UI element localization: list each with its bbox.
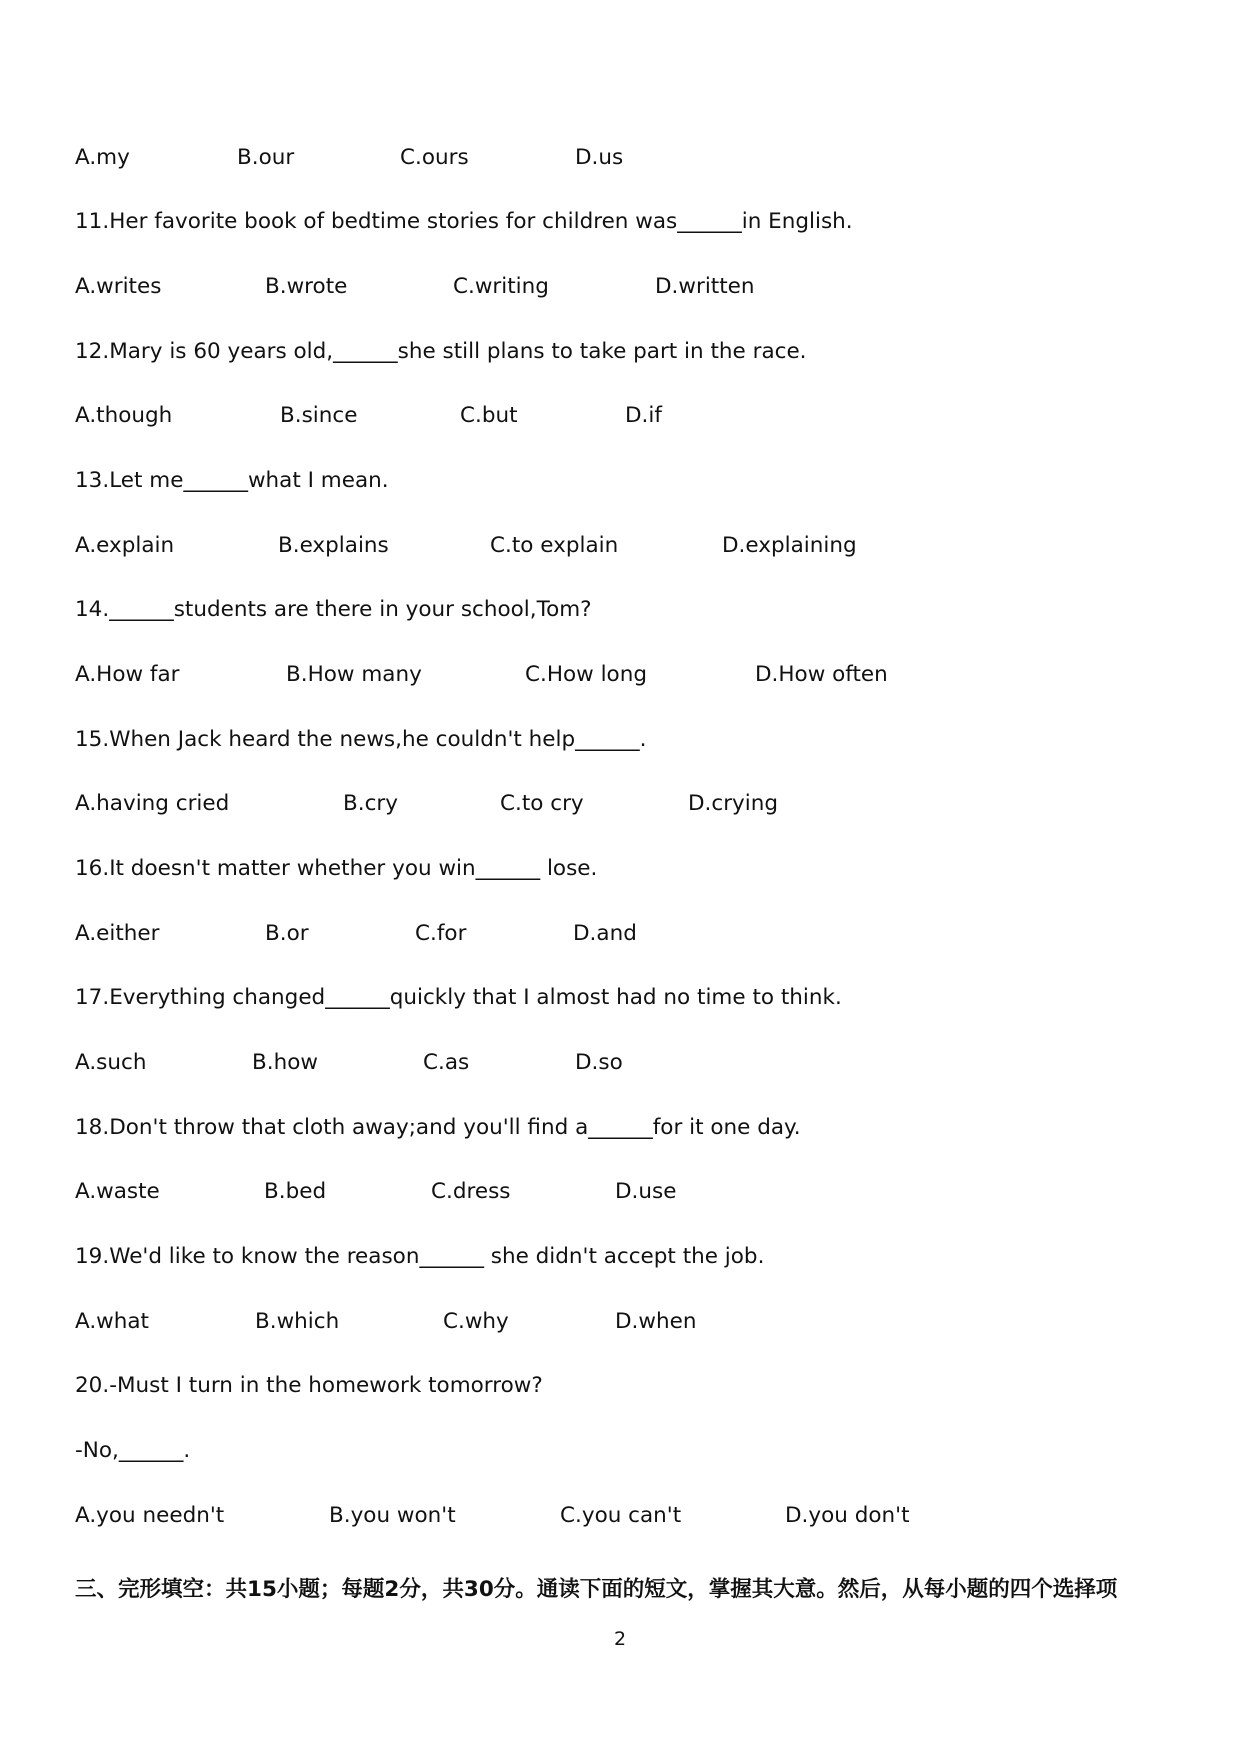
option-a: A.either xyxy=(75,921,160,946)
option-d: D.us xyxy=(575,145,624,170)
option-c: C.for xyxy=(415,921,467,946)
option-b: B.since xyxy=(280,403,358,428)
option-b: B.which xyxy=(255,1309,340,1334)
option-a: A.having cried xyxy=(75,791,230,816)
option-c: C.ours xyxy=(400,145,469,170)
option-d: D.use xyxy=(615,1179,677,1204)
option-d: D.and xyxy=(573,921,637,946)
option-b: B.our xyxy=(237,145,295,170)
question-stem-18: 18.Don't throw that cloth away;and you'll find a______for it one day. xyxy=(75,1115,801,1140)
option-b: B.you won't xyxy=(329,1503,456,1528)
option-c: C.How long xyxy=(525,662,647,687)
option-c: C.but xyxy=(460,403,518,428)
option-b: B.cry xyxy=(343,791,398,816)
question-stem-20: 20.-Must I turn in the homework tomorrow? xyxy=(75,1373,543,1398)
option-b: B.wrote xyxy=(265,274,348,299)
question-stem-15: 15.When Jack heard the news,he couldn't help______. xyxy=(75,727,647,752)
option-a: A.explain xyxy=(75,533,175,558)
option-c: C.to cry xyxy=(500,791,584,816)
question-stem-12: 12.Mary is 60 years old,______she still plans to take part in the race. xyxy=(75,339,807,364)
option-d: D.if xyxy=(625,403,662,428)
option-d: D.when xyxy=(615,1309,697,1334)
option-a: A.writes xyxy=(75,274,162,299)
option-a: A.though xyxy=(75,403,173,428)
option-a: A.my xyxy=(75,145,130,170)
question-stem-13: 13.Let me______what I mean. xyxy=(75,468,389,493)
option-d: D.written xyxy=(655,274,755,299)
option-b: B.How many xyxy=(286,662,422,687)
option-b: B.how xyxy=(252,1050,318,1075)
option-c: C.writing xyxy=(453,274,549,299)
option-a: A.How far xyxy=(75,662,180,687)
option-d: D.you don't xyxy=(785,1503,910,1528)
option-b: B.bed xyxy=(264,1179,327,1204)
question-stem-11: 11.Her favorite book of bedtime stories for children was______in English. xyxy=(75,209,853,234)
question-stem-17: 17.Everything changed______quickly that I almost had no time to think. xyxy=(75,985,842,1010)
option-c: C.to explain xyxy=(490,533,619,558)
option-b: B.explains xyxy=(278,533,389,558)
option-a: A.you needn't xyxy=(75,1503,225,1528)
dialogue-reply-20: -No,______. xyxy=(75,1438,191,1463)
option-b: B.or xyxy=(265,921,309,946)
option-a: A.waste xyxy=(75,1179,160,1204)
option-d: D.explaining xyxy=(722,533,857,558)
question-stem-16: 16.It doesn't matter whether you win______ lose. xyxy=(75,856,598,881)
option-d: D.so xyxy=(575,1050,623,1075)
option-c: C.as xyxy=(423,1050,470,1075)
option-a: A.such xyxy=(75,1050,147,1075)
option-c: C.why xyxy=(443,1309,509,1334)
page-number: 2 xyxy=(613,1628,627,1650)
option-d: D.How often xyxy=(755,662,888,687)
question-stem-14: 14.______students are there in your school,Tom? xyxy=(75,597,592,622)
option-d: D.crying xyxy=(688,791,779,816)
section-heading: 三、完形填空：共15小题；每题2分，共30分。通读下面的短文，掌握其大意。然后，从每小题的四个选择项 xyxy=(75,1577,1118,1602)
option-a: A.what xyxy=(75,1309,149,1334)
option-c: C.you can't xyxy=(560,1503,682,1528)
question-stem-19: 19.We'd like to know the reason______ she didn't accept the job. xyxy=(75,1244,765,1269)
option-c: C.dress xyxy=(431,1179,511,1204)
